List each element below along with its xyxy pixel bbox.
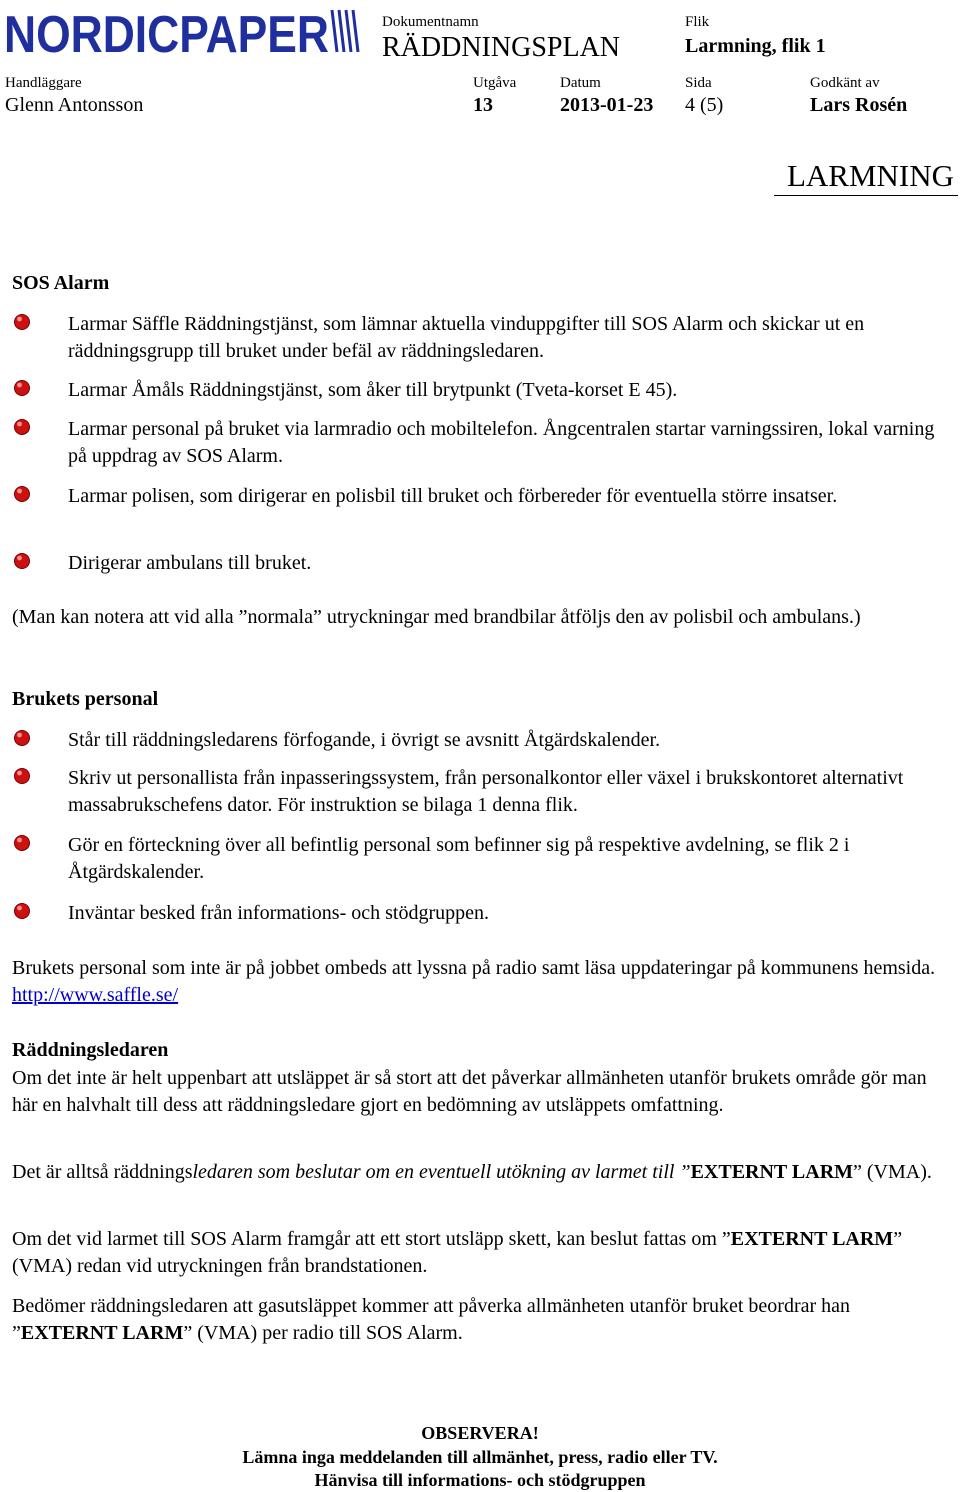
red-bullet-icon: [13, 418, 31, 436]
godkant-label: Godkänt av: [810, 75, 880, 91]
footer-observera: OBSERVERA!: [421, 1423, 539, 1443]
red-bullet-icon: [13, 729, 31, 747]
logo-emblem-icon: [332, 10, 358, 52]
leader-p3-c: ” (VMA) redan vid utryckningen från brandstationen.: [12, 1228, 903, 1277]
red-bullet-icon: [13, 313, 31, 331]
leader-p2-d: ” (VMA).: [853, 1161, 932, 1183]
sida-value: 4 (5): [685, 94, 724, 116]
leader-p3-b: EXTERNT LARM: [730, 1228, 894, 1250]
leader-p4: [12, 1293, 948, 1347]
sos-bullet-2-text: Larmar Åmåls Räddningstjänst, som åker till brytpunkt (Tveta-korset E 45).: [68, 379, 678, 401]
footer-line-3: Hänvisa till informations- och stödgruppen: [314, 1470, 646, 1490]
sos-bullet-1-text: Larmar Säffle Räddningstjänst, som lämnar aktuella vinduppgifter till SOS Alarm och skickar ut en räddningsgrupp till bruket under befäl av räddningsledaren.: [68, 313, 865, 362]
leader-p2-b: ledaren som beslutar om en eventuell utökning av larmet till ”: [192, 1161, 691, 1183]
leader-p2-c: EXTERNT LARM: [690, 1161, 854, 1183]
red-bullet-icon: [13, 485, 31, 503]
red-bullet-icon: [13, 902, 31, 920]
personal-bullet-3-text: Gör en förteckning över all befintlig personal som befinner sig på respektive avdelning, se flik 2 i Åtgärdskalender.: [68, 834, 850, 883]
sos-bullet-5-text: Dirigerar ambulans till bruket.: [68, 552, 312, 574]
sos-note: (Man kan notera att vid alla ”normala” utryckningar med brandbilar åtföljs den av polisbil och ambulans.): [12, 606, 861, 628]
footer-line-2: Lämna inga meddelanden till allmänhet, press, radio eller TV.: [242, 1447, 718, 1467]
sos-bullet-3: [13, 416, 953, 470]
personal-bullet-4: [13, 900, 953, 927]
sos-bullet-4: [13, 483, 953, 510]
leader-p1: Om det inte är helt uppenbart att utsläppet är så stort att det påverkar allmänheten utanför brukets område gör man här en halvhalt till dess att räddningsledare gjort en bedömning av utsläppets omfattning.: [12, 1067, 927, 1116]
red-bullet-icon: [13, 379, 31, 397]
utgava-value: 13: [473, 94, 493, 116]
saffle-website-link[interactable]: http://www.saffle.se/: [12, 984, 179, 1006]
sos-bullet-4-text: Larmar polisen, som dirigerar en polisbil till bruket och förbereder för eventuella större insatser.: [68, 485, 838, 507]
doc-label: Dokumentnamn: [382, 14, 479, 30]
nordicpaper-logo: [4, 2, 364, 58]
personal-note-text: Brukets personal som inte är på jobbet ombeds att lyssna på radio samt läsa uppdateringar på kommunens hemsida.: [12, 957, 936, 979]
leader-p2-a: Det är alltså räddnings: [12, 1161, 193, 1183]
sos-bullet-5: [13, 550, 953, 577]
flik-value: Larmning, flik 1: [685, 35, 826, 57]
sos-heading: SOS Alarm: [12, 272, 110, 294]
red-bullet-icon: [13, 834, 31, 852]
leader-p4-a: Bedömer räddningsledaren att gasutsläppet kommer att påverka allmänheten utanför bruket beordrar han ”: [12, 1295, 851, 1344]
red-bullet-icon: [13, 767, 31, 785]
personal-bullet-1: [13, 727, 953, 754]
sos-bullet-2: [13, 377, 953, 404]
leader-p3-a: Om det vid larmet till SOS Alarm framgår att ett stort utsläpp skett, kan beslut fattas om ”: [12, 1228, 731, 1250]
handlaggare-value: Glenn Antonsson: [5, 94, 144, 116]
leader-p4-c: ” (VMA) per radio till SOS Alarm.: [183, 1322, 463, 1344]
leader-p4-b: EXTERNT LARM: [20, 1322, 184, 1344]
utgava-label: Utgåva: [473, 75, 517, 91]
doc-value: RÄDDNINGSPLAN: [382, 32, 621, 63]
flik-label: Flik: [685, 14, 710, 30]
title-underline: [774, 195, 958, 196]
sida-label: Sida: [685, 75, 712, 91]
personal-bullet-2-text: Skriv ut personallista från inpasseringssystem, från personalkontor eller växel i brukskontoret alternativt massabrukschefens dator. För instruktion se bilaga 1 denna flik.: [68, 767, 904, 816]
leader-heading: Räddningsledaren: [12, 1039, 169, 1061]
personal-bullet-2: [13, 765, 953, 819]
sos-bullet-1: [13, 311, 953, 365]
personal-heading: Brukets personal: [12, 688, 159, 710]
logo-text: NORDICPAPER: [4, 6, 329, 58]
leader-p2: [12, 1159, 948, 1186]
sos-bullet-3-text: Larmar personal på bruket via larmradio och mobiltelefon. Ångcentralen startar varningssiren, lokal varning på uppdrag av SOS Alarm.: [68, 418, 935, 467]
datum-value: 2013-01-23: [560, 94, 654, 116]
handlaggare-label: Handläggare: [5, 75, 82, 91]
page-title: LARMNING: [786, 158, 954, 193]
personal-bullet-3: [13, 832, 953, 886]
red-bullet-icon: [13, 552, 31, 570]
godkant-value: Lars Rosén: [810, 94, 908, 116]
personal-bullet-4-text: Inväntar besked från informations- och stödgruppen.: [68, 902, 489, 924]
personal-note: [12, 955, 948, 1009]
datum-label: Datum: [560, 75, 601, 91]
leader-p3: [12, 1226, 948, 1280]
personal-bullet-1-text: Står till räddningsledarens förfogande, i övrigt se avsnitt Åtgärdskalender.: [68, 729, 661, 751]
